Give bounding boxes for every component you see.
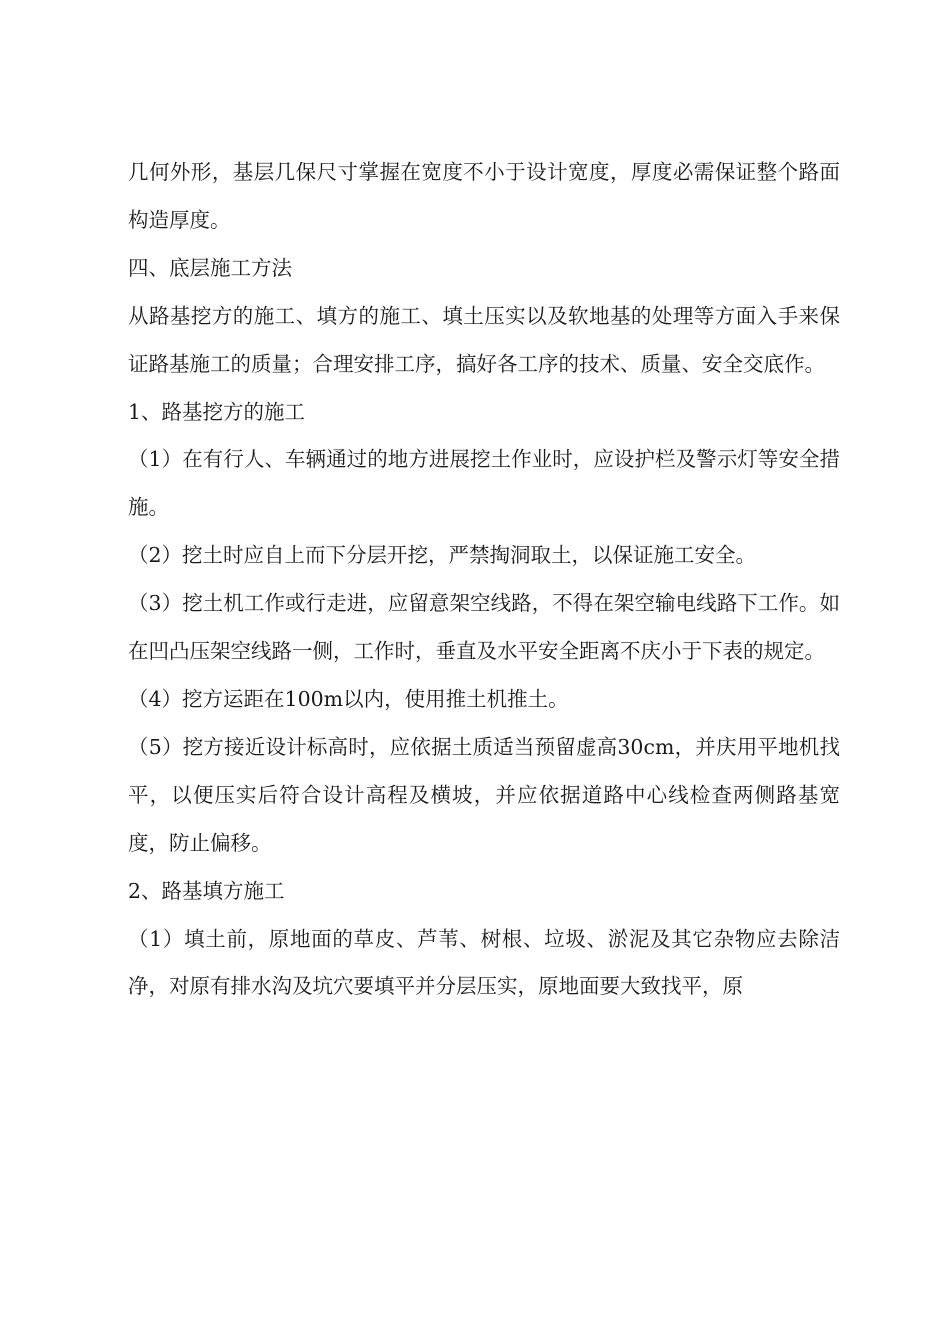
list-item-excavation-5: （5）挖方接近设计标高时，应依据土质适当预留虚高30cm，并庆用平地机找平，以便压实后符合设计高程及横坡，并应依据道路中心线检查两侧路基宽度，防止偏移。 (128, 734, 840, 855)
section-heading-base-layer-method: 四、底层施工方法 (128, 255, 292, 280)
list-item-excavation-2: （2）挖土时应自上而下分层开挖，严禁掏洞取土，以保证施工安全。 (128, 543, 757, 568)
list-item-excavation-4: （4）挖方运距在100m以内，使用推土机推土。 (128, 686, 569, 711)
paragraph-base-layer-intro: 从路基挖方的施工、填方的施工、填土压实以及软地基的处理等方面入手来保证路基施工的质量；合理安排工序，搞好各工序的技术、质量、安全交底作。 (128, 303, 840, 376)
subsection-heading-filling: 2、路基填方施工 (128, 878, 285, 903)
subsection-heading-excavation: 1、路基挖方的施工 (128, 399, 306, 424)
list-item-excavation-3: （3）挖土机工作或行走进，应留意架空线路，不得在架空输电线路下工作。如在凹凸压架空线路一侧，工作时，垂直及水平安全距离不庆小于下表的规定。 (128, 591, 840, 664)
paragraph-geometry-continuation: 几何外形，基层几保尺寸掌握在宽度不小于设计宽度，厚度必需保证整个路面构造厚度。 (128, 160, 840, 232)
document-body (128, 149, 840, 1011)
list-item-excavation-1: （1）在有行人、车辆通过的地方进展挖土作业时，应设护栏及警示灯等安全措施。 (128, 447, 840, 520)
list-item-filling-1: （1）填土前，原地面的草皮、芦苇、树根、垃圾、淤泥及其它杂物应去除洁净，对原有排水沟及坑穴要填平并分层压实，原地面要大致找平，原 (128, 926, 840, 999)
